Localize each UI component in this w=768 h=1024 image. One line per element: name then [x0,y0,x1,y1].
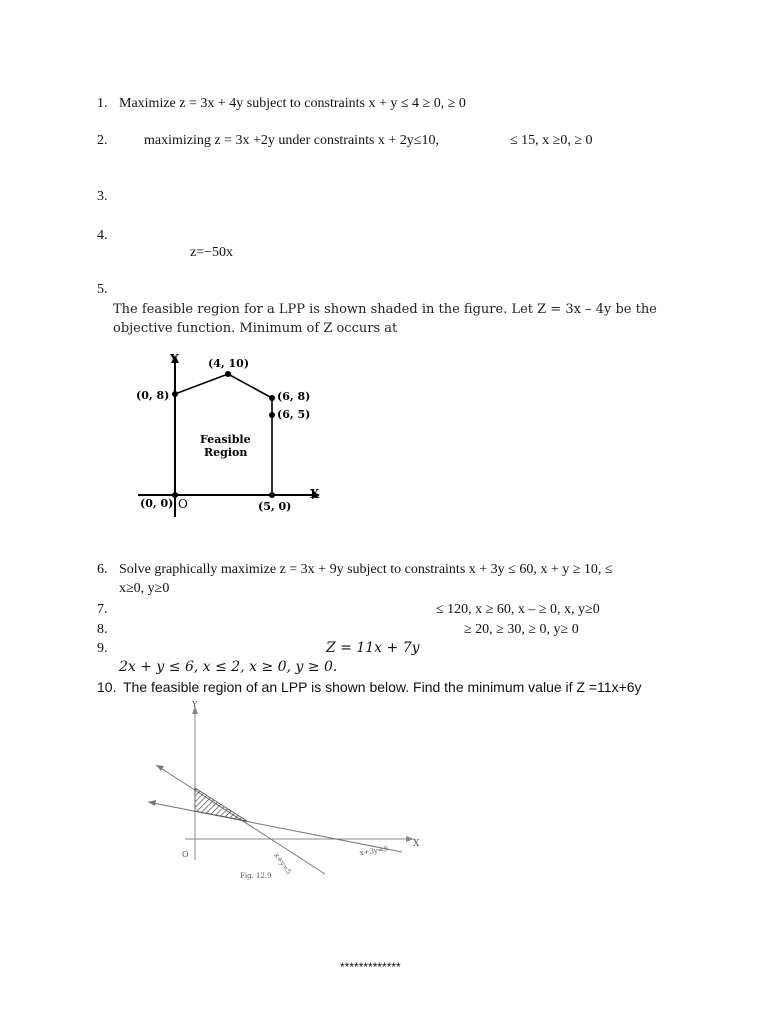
question-9-number: 9. [97,641,108,656]
question-9-constraints: 2x + y ≤ 6, x ≤ 2, x ≥ 0, y ≥ 0. [119,659,338,675]
question-1-number: 1. [97,96,108,111]
fig5-point-5-0 [269,492,275,498]
question-4-text: z=−50x [190,245,234,260]
question-10-text: The feasible region of an LPP is shown below. Find the minimum value if Z =11x+6y [123,679,642,695]
fig5-point-0-8 [172,391,178,397]
fig5-label-6-5: (6, 5) [277,408,311,421]
fig10-axis-y-label: Y [192,700,198,709]
question-2-text-rest: ≤ 15, x ≥0, ≥ 0 [510,133,593,148]
question-7-text: ≤ 120, x ≥ 60, x – ≥ 0, x, y≥0 [436,602,600,617]
question-6-line-1: Solve graphically maximize z = 3x + 9y subject to constraints x + 3y ≤ 60, x + y ≥ 10, ≤ [119,562,613,577]
fig10-caption: Fig. 12.9 [240,872,272,880]
question-5-figure [120,345,340,525]
question-6-line-2: x≥0, y≥0 [119,581,170,596]
question-1-text: Maximize z = 3x + 4y subject to constraints x + y ≤ 4 ≥ 0, ≥ 0 [119,96,466,111]
fig5-axis-x-label: X [310,487,320,501]
fig10-axis-x-label: X [413,839,420,849]
fig10-line-x-plus-3y-9 [148,802,402,852]
question-8-text: ≥ 20, ≥ 30, ≥ 0, y≥ 0 [464,622,579,637]
question-3-number: 3. [97,189,108,204]
question-10-figure [140,698,440,888]
question-9-objective: Z = 11x + 7y [326,640,420,656]
fig5-region-label-2: Region [204,446,248,459]
fig5-origin-label: O [178,497,188,511]
question-5-line-1: The feasible region for a LPP is shown shaded in the figure. Let Z = 3x – 4y be the [113,302,657,317]
question-5-line-2: objective function. Minimum of Z occurs at [113,321,398,336]
fig5-label-6-8: (6, 8) [277,390,311,403]
question-7-number: 7. [97,602,108,617]
question-10-number: 10. [97,679,117,695]
fig10-feasible-region [195,788,247,821]
question-8-number: 8. [97,622,108,637]
fig5-region-label-1: Feasible [200,433,251,446]
fig5-axis-y-label: Y [170,352,179,366]
fig5-point-6-8 [269,395,275,401]
question-6-number: 6. [97,562,108,577]
fig5-point-4-10 [225,371,231,377]
question-2-text: maximizing z = 3x +2y under constraints x + 2y≤10, [144,133,439,148]
fig5-label-0-8: (0, 8) [136,389,170,402]
fig10-origin-label: O [182,850,189,859]
fig5-point-6-5 [269,412,275,418]
fig5-label-5-0: (5, 0) [258,500,292,513]
question-5-number: 5. [97,282,108,297]
footer-asterisks: ************* [340,960,401,974]
question-4-number: 4. [97,228,108,243]
fig10-label-x-plus-y-5: x+y=5 [272,851,293,876]
fig5-label-4-10: (4, 10) [208,357,250,370]
question-2-number: 2. [97,133,108,148]
fig10-label-x-plus-3y-9: x+3y=9 [359,845,389,857]
fig10-line1-arrow [156,765,164,771]
fig5-label-0-0: (0, 0) [140,497,174,510]
fig10-line2-arrow [148,800,156,806]
